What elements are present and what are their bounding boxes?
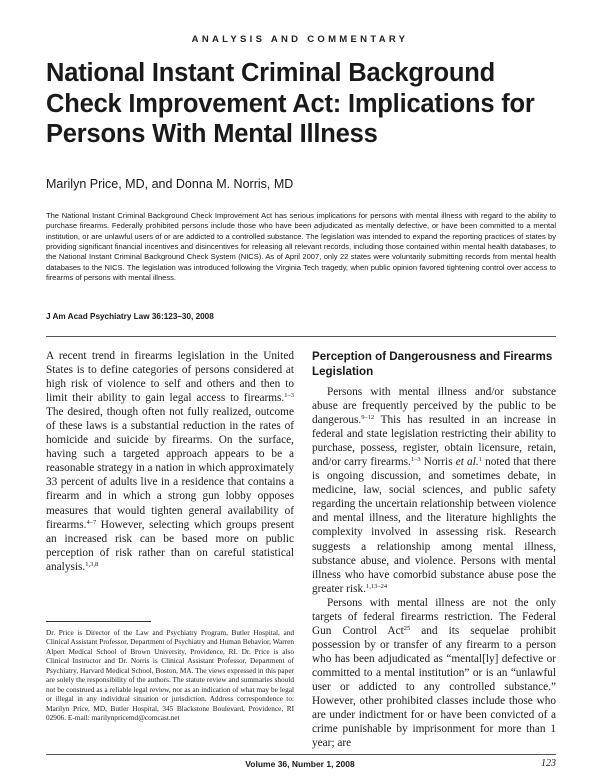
issue-info: Volume 36, Number 1, 2008: [245, 759, 355, 769]
reference-marker: 4–7: [86, 518, 97, 526]
article-title: National Instant Criminal Background Check Improvement Act: Implications for Persons With Mental Illness: [46, 59, 535, 148]
body-text: Persons with mental illness and/or substance abuse are frequently perceived by the public to be dangerous.: [312, 386, 556, 427]
footnote-divider: [46, 621, 151, 622]
author-footnote: Dr. Price is Director of the Law and Psychiatry Program, Butler Hospital, and Clinical Assistant Professor, Department of Psychiatry and Human Behavior, Warren Alpert Medical School of Brown University, Providence, RI. Dr. Price is also Clinical Instructor and Dr. Norris is Clinical Assistant Professor, Department of Psychiatry, Harvard Medical School, Boston, MA. The views expressed in this paper are solely the responsibility of the authors. The statute review and summaries should not be construed as a reliable legal review, nor as an indication of what may be legal or illegal in any individual situation or jurisdiction. Address correspondence to: Marilyn Price, MD, Butler Hospital, 345 Blackstone Boulevard, Providence, RI 02906. E-mail: marilynpricemd@comcast.net: [46, 628, 294, 723]
body-paragraph: [312, 596, 556, 751]
body-text: and its sequelae prohibit possession by or transfer of any firearm to a person who has been adjudicated as “mental[ly] defective or committed to a mental institution” or is an “unlawful user or addicted to any controlled substance.” However, other prohibited classes include those who are under indictment for or have been convicted of a crime punishable by imprisonment for more than 1 year; are: [312, 624, 556, 750]
article-authors: Marilyn Price, MD, and Donna M. Norris, MD: [46, 177, 294, 191]
reference-marker: 1: [478, 456, 482, 464]
reference-marker: 1,3,8: [85, 560, 99, 568]
section-heading: Perception of Dangerousness and Firearms Legislation: [312, 350, 553, 378]
right-column: [312, 349, 556, 750]
header-divider: [46, 336, 556, 337]
article-citation: J Am Acad Psychiatry Law 36:123–30, 2008: [46, 312, 214, 321]
reference-marker: 1,13–24: [365, 582, 388, 590]
body-text: A recent trend in firearms legislation in the United States is to define categories of persons considered at high risk of violence to self and others and then to limit their ability to gain legal access to firearms.: [46, 350, 294, 405]
reference-marker: 1–3: [410, 456, 421, 464]
body-paragraph: [312, 385, 556, 596]
page-number: 123: [541, 758, 556, 769]
body-text: The desired, though often not fully realized, outcome of these laws is a substantial reduction in the rates of homicide and suicide by firearms. On the surface, having such a targeted approach appears to be a reasonable strategy in a nation in which approximately 33 percent of adults live in a residence that contains a firearm and in which a strong gun lobby opposes measures that would tighten general availability of firearms.: [46, 406, 294, 531]
body-text: Norris: [420, 456, 456, 469]
reference-marker: 25: [403, 624, 411, 632]
body-text-italic: et al.: [455, 456, 479, 469]
body-text: Persons with mental illness are not the only targets of federal firearms restriction. The Federal Gun Control Act: [312, 596, 556, 637]
body-text: This has resulted in an increase in federal and state legislation restricting their ability to purchase, possess, register, obtain licensure, retain, and/or carry firearms.: [312, 414, 556, 469]
footer-divider: [46, 754, 556, 755]
reference-marker: 1–3: [284, 392, 294, 400]
body-paragraph: [46, 349, 294, 574]
reference-marker: 9–12: [361, 414, 375, 422]
left-column: [46, 349, 294, 574]
section-label: ANALYSIS AND COMMENTARY: [191, 34, 409, 45]
body-text: noted that there is ongoing discussion, and sometimes debate, in medicine, law, social sciences, and public safety regarding the uncertain relationship between violence and mental illness, and the literature highlights the complexity involved in assessing risk. Research suggests a relationship among mental illness, substance abuse, and violence. Persons with mental illness who have comorbid substance abuse pose the greater risk.: [312, 456, 556, 595]
body-text: However, selecting which groups present an increased risk can be based more on public perception of risk rather than on careful statistical analysis.: [46, 518, 294, 573]
article-abstract: The National Instant Criminal Background Check Improvement Act has serious implications for persons with mental illness with regard to the ability to purchase firearms. Federally prohibited persons include those who have been adjudicated as mentally defective, or have been committed to a mental institution, or are unlawful users of or are addicted to a controlled substance. The legislation was intended to expand the reporting practices of states by providing significant financial incentives and disincentives for releasing all relevant records, including those contained within mental health databases, to the National Instant Criminal Background Check System (NICS). As of April 2007, only 22 states were voluntarily submitting records from mental health databases to the NICS. The legislation was introduced following the Virginia Tech tragedy, when public opinion favored tightening control over access to firearms of persons with mental illness.: [46, 211, 556, 283]
